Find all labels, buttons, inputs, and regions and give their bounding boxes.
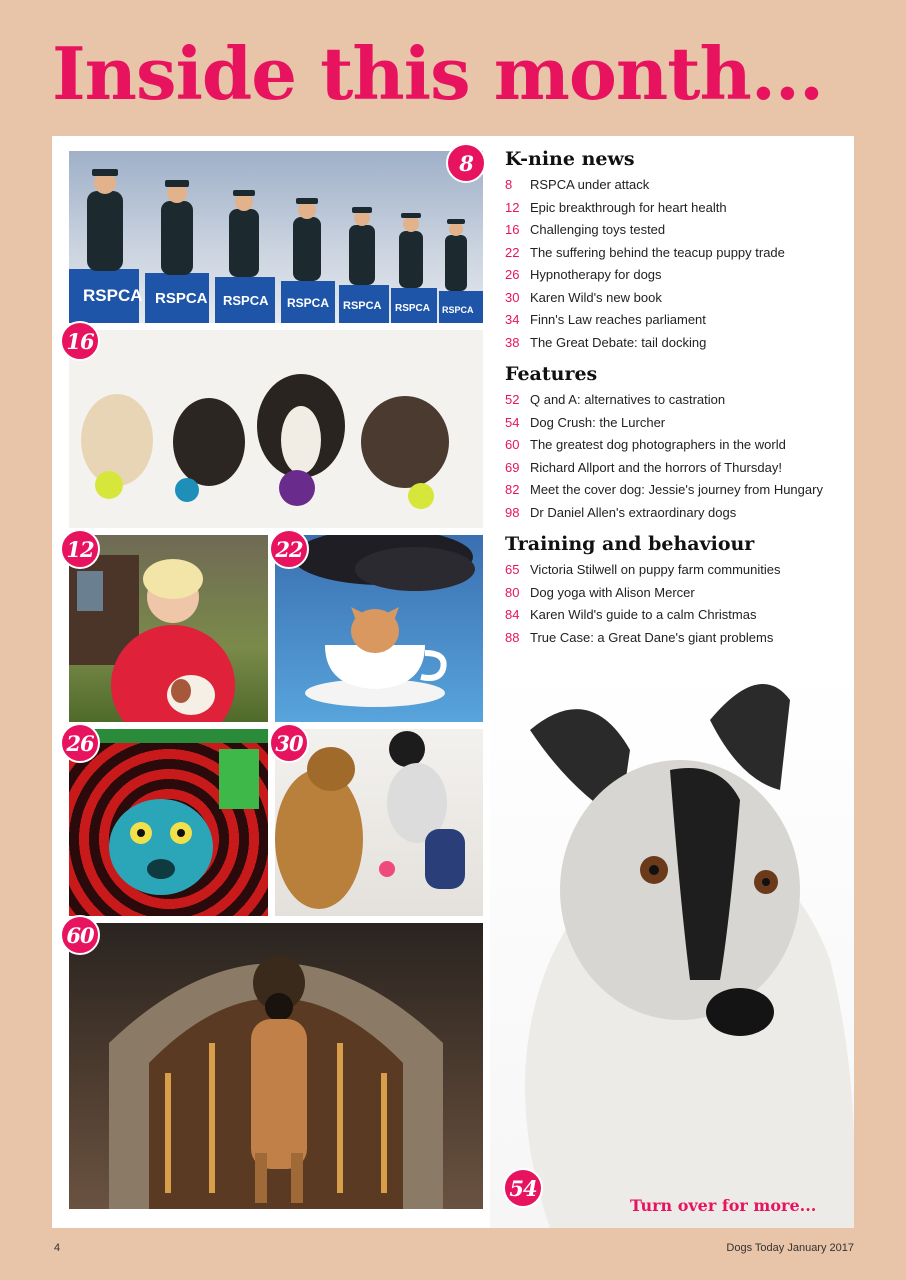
toc-entry[interactable]	[505, 309, 850, 332]
toc-entry[interactable]	[505, 604, 850, 627]
entry-title: Dog Crush: the Lurcher	[530, 414, 666, 430]
entry-title: Richard Allport and the horrors of Thursday!	[530, 459, 782, 475]
lurcher-illustration	[490, 660, 854, 1228]
toc-entry[interactable]	[505, 219, 850, 242]
page-badge-60: 60	[60, 915, 100, 955]
teacup-illustration	[275, 535, 483, 722]
entry-title: Challenging toys tested	[530, 222, 666, 237]
toc-entry[interactable]	[505, 627, 850, 650]
entry-page-number: 38	[505, 334, 520, 350]
doorway-illustration	[69, 923, 483, 1209]
toc-entry[interactable]	[505, 389, 850, 412]
entry-title: Karen Wild's guide to a calm Christmas	[530, 607, 757, 622]
photo-lurcher	[490, 660, 854, 1228]
entry-page-number: 65	[505, 562, 520, 577]
entry-title: Karen Wild's new book	[530, 289, 662, 305]
entry-page-number: 30	[505, 289, 520, 305]
toc-entry[interactable]	[505, 434, 850, 457]
entry-title: Q and A: alternatives to castration	[530, 392, 726, 407]
hypno-illustration	[69, 729, 268, 916]
page-badge-22: 22	[269, 529, 309, 569]
photo-puppies-toys	[69, 330, 483, 528]
page-badge-54: 54	[503, 1168, 543, 1208]
entry-page-number: 8	[505, 177, 513, 192]
footer-page-number: 4	[54, 1242, 61, 1254]
entry-page-number: 54	[505, 414, 520, 430]
entry-page-number: 69	[505, 459, 520, 475]
entry-page-number: 60	[505, 437, 520, 452]
woman-illustration	[69, 535, 268, 722]
entry-page-number: 52	[505, 392, 520, 407]
entry-title: Hypnotherapy for dogs	[530, 267, 662, 282]
entry-page-number: 26	[505, 267, 520, 282]
page-badge-8: 8	[446, 143, 486, 183]
table-of-contents	[505, 148, 850, 658]
entry-page-number: 34	[505, 312, 520, 327]
toc-entry[interactable]	[505, 174, 850, 197]
photo-woman-dog-ball	[275, 729, 483, 916]
toc-section-training	[505, 533, 850, 649]
rspca-barrel-label: RSPCA	[343, 300, 382, 312]
toc-section-features	[505, 363, 850, 524]
photo-rspca-officers	[69, 151, 483, 323]
toc-section-k-nine-news	[505, 148, 850, 354]
page-badge-26: 26	[60, 723, 100, 763]
toc-entry[interactable]	[505, 582, 850, 605]
entry-page-number: 12	[505, 199, 520, 215]
entry-page-number: 98	[505, 504, 520, 520]
entry-page-number: 22	[505, 244, 520, 260]
rspca-illustration	[69, 151, 483, 323]
woman-dog-illustration	[275, 729, 483, 916]
entry-title: RSPCA under attack	[530, 177, 650, 192]
entry-title: True Case: a Great Dane's giant problems	[530, 629, 774, 645]
entry-page-number: 82	[505, 482, 520, 497]
toc-entry[interactable]	[505, 287, 850, 310]
toc-entry[interactable]	[505, 242, 850, 265]
page-badge-16: 16	[60, 321, 100, 361]
photo-woman-with-dog	[69, 535, 268, 722]
photo-hypnotherapy-art	[69, 729, 268, 916]
toc-entry[interactable]	[505, 502, 850, 525]
entry-title: Dr Daniel Allen's extraordinary dogs	[530, 504, 737, 520]
rspca-barrel-label: RSPCA	[155, 290, 208, 307]
puppies-illustration	[69, 330, 483, 528]
entry-title: The greatest dog photographers in the world	[530, 437, 786, 452]
entry-title: Dog yoga with Alison Mercer	[530, 584, 695, 600]
section-title: Training and behaviour	[505, 533, 755, 555]
entry-title: Victoria Stilwell on puppy farm communities	[530, 562, 781, 577]
officer-row	[69, 169, 483, 323]
entry-page-number: 80	[505, 584, 520, 600]
rspca-barrel-label: RSPCA	[223, 293, 269, 308]
rspca-barrel-label: RSPCA	[287, 296, 330, 310]
photo-teacup-puppy	[275, 535, 483, 722]
entry-title: Meet the cover dog: Jessie's journey from Hungary	[530, 482, 823, 497]
toc-entry[interactable]	[505, 412, 850, 435]
rspca-barrel-label: RSPCA	[395, 303, 431, 314]
entry-title: Finn's Law reaches parliament	[530, 312, 706, 327]
toc-entry[interactable]	[505, 479, 850, 502]
page-badge-12: 12	[60, 529, 100, 569]
rspca-barrel-label: RSPCA	[442, 305, 474, 315]
toc-entry[interactable]	[505, 197, 850, 220]
footer-issue: Dogs Today January 2017	[726, 1242, 854, 1254]
section-title: K-nine news	[505, 148, 635, 170]
entry-title: The suffering behind the teacup puppy trade	[530, 244, 785, 260]
entry-page-number: 16	[505, 222, 520, 237]
entry-title: Epic breakthrough for heart health	[530, 199, 727, 215]
rspca-barrel-label: RSPCA	[83, 286, 143, 305]
turn-over-link[interactable]: Turn over for more...	[630, 1196, 817, 1215]
page-title: Inside this month...	[52, 31, 824, 116]
toc-entry[interactable]	[505, 457, 850, 480]
entry-page-number: 84	[505, 607, 520, 622]
entry-page-number: 88	[505, 629, 520, 645]
section-title: Features	[505, 363, 598, 385]
toc-entry[interactable]	[505, 559, 850, 582]
page-badge-30: 30	[269, 723, 309, 763]
toc-entry[interactable]	[505, 264, 850, 287]
entry-title: The Great Debate: tail docking	[530, 334, 707, 350]
toc-entry[interactable]	[505, 332, 850, 355]
photo-dog-doorway	[69, 923, 483, 1209]
